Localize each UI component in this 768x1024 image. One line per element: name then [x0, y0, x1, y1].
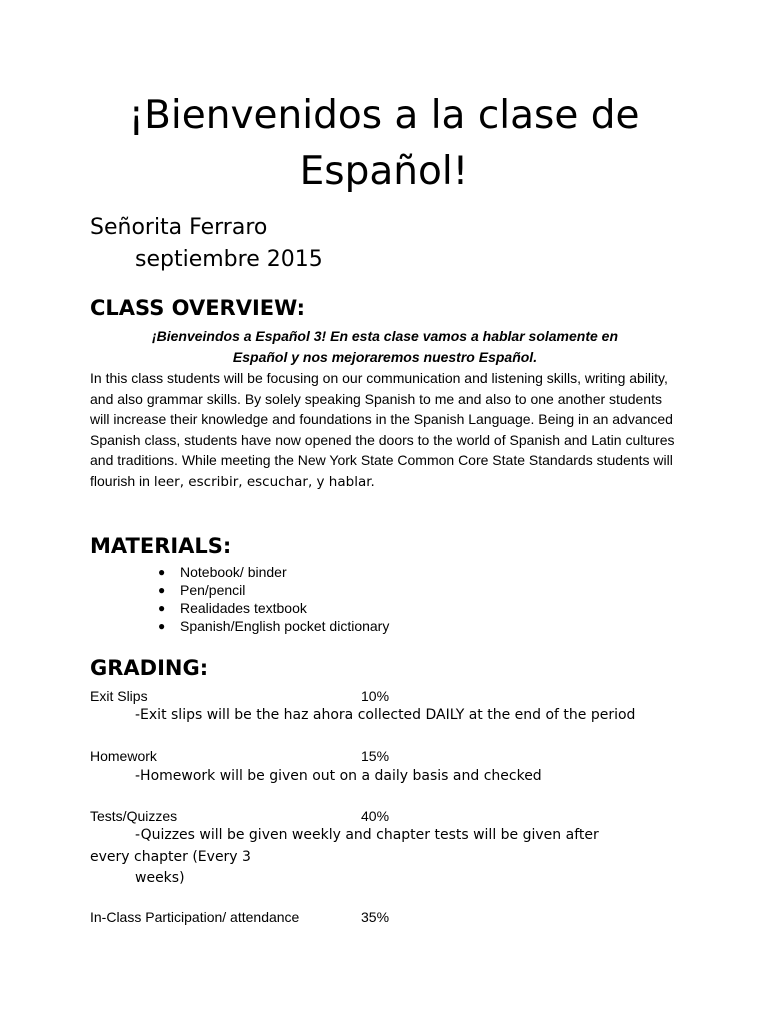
- grading-heading: GRADING:: [90, 656, 209, 680]
- grading-percent-homework: 15%: [361, 748, 390, 764]
- overview-body: [90, 368, 685, 492]
- bullet-icon: ●: [158, 619, 166, 633]
- bullet-icon: ●: [158, 583, 166, 597]
- list-item: ● Realidades textbook: [158, 600, 307, 616]
- overview-intro-line-1: ¡Bienveindos a Español 3! En esta clase vamos a hablar solamente en: [151, 328, 619, 344]
- overview-body-text: In this class students will be focusing on our communication and listening skills, writing ability, and also grammar skills. By solely speaking Spanish to me and also to one another students will increase their knowledge and foundations in the Spanish Language. Being in an advanced Spanish class, students have now opened the doors to the world of Spanish and Latin cultures and traditions. While meeting the New York State Common Core State Standards students will flourish in: [90, 370, 675, 489]
- grading-label-participation: In-Class Participation/ attendance: [90, 909, 300, 925]
- overview-body-tail: leer, escribir, escuchar, y hablar.: [153, 473, 375, 490]
- list-item: ● Spanish/English pocket dictionary: [158, 618, 390, 634]
- list-item: ● Notebook/ binder: [158, 564, 287, 580]
- grading-label-homework: Homework: [90, 748, 157, 764]
- title-line-1: ¡Bienvenidos a la clase de: [128, 93, 640, 138]
- title-line-2: Español!: [299, 149, 469, 194]
- grading-percent-tests-quizzes: 40%: [361, 808, 390, 824]
- list-item: ● Pen/pencil: [158, 582, 246, 598]
- bullet-icon: ●: [158, 565, 166, 579]
- grading-label-exit-slips: Exit Slips: [90, 688, 148, 704]
- grading-percent-participation: 35%: [361, 909, 390, 925]
- grading-desc-exit-slips: -Exit slips will be the haz ahora collected DAILY at the end of the period: [135, 707, 636, 723]
- grading-desc-homework: -Homework will be given out on a daily basis and checked: [135, 768, 542, 784]
- bullet-icon: ●: [158, 601, 166, 615]
- page-title: [0, 88, 768, 200]
- grading-desc-tests-quizzes-line-3: weeks): [135, 870, 185, 886]
- grading-percent-exit-slips: 10%: [361, 688, 390, 704]
- grading-desc-tests-quizzes-line-1: -Quizzes will be given weekly and chapter tests will be given after: [135, 827, 599, 843]
- grading-label-tests-quizzes: Tests/Quizzes: [90, 808, 178, 824]
- class-overview-heading: CLASS OVERVIEW:: [90, 296, 306, 320]
- overview-intro: [90, 326, 680, 368]
- overview-intro-line-2: Español y nos mejoraremos nuestro Español.: [232, 349, 538, 365]
- grading-desc-tests-quizzes-line-2: every chapter (Every 3: [90, 849, 251, 865]
- document-date: septiembre 2015: [135, 247, 323, 272]
- materials-list: [158, 563, 389, 635]
- teacher-name: Señorita Ferraro: [90, 215, 268, 240]
- materials-heading: MATERIALS:: [90, 534, 232, 558]
